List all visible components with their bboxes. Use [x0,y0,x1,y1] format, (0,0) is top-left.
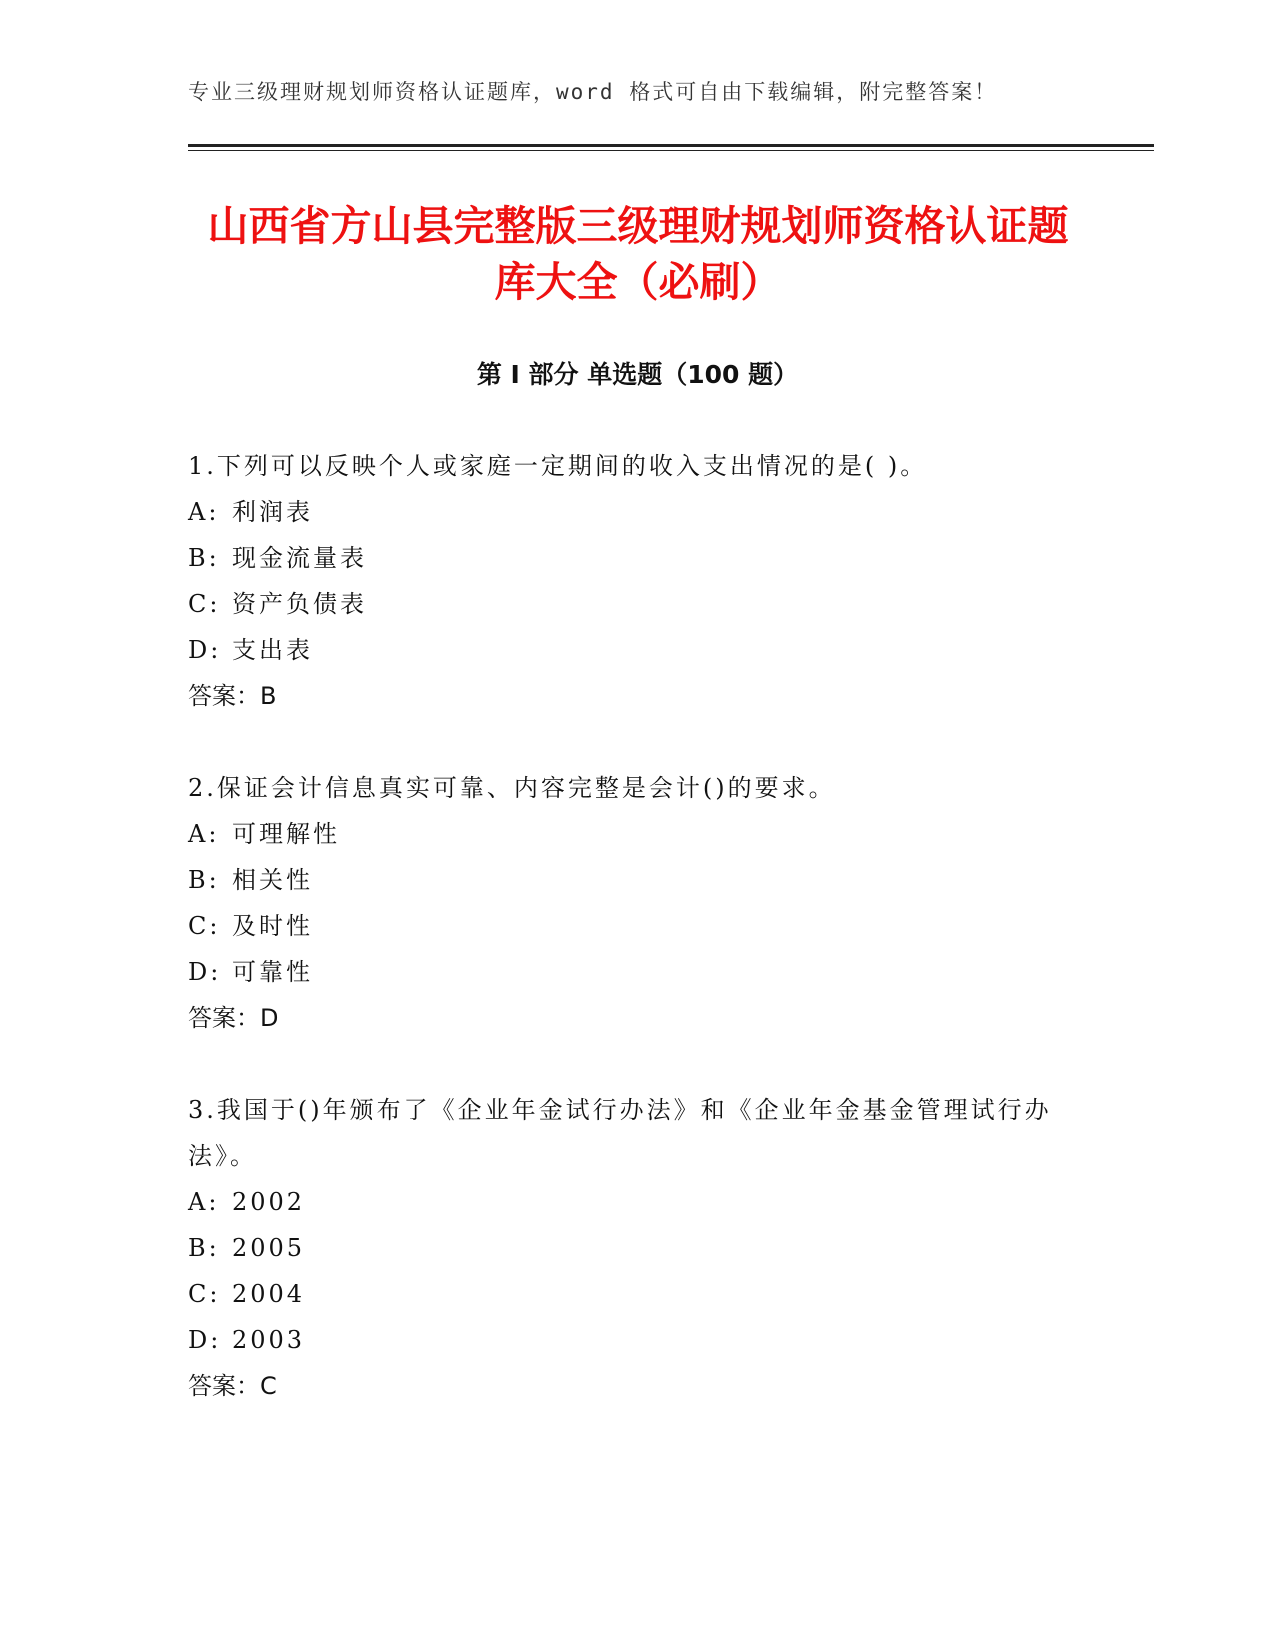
option-b [188,857,1068,903]
option-b [188,1225,1068,1271]
question-stem: 1.下列可以反映个人或家庭一定期间的收入支出情况的是( )。 [188,452,928,480]
option-key: B: [188,544,220,572]
option-text: 及时性 [232,912,313,940]
answer-value: B [260,682,277,710]
option-text: 支出表 [232,636,313,664]
answer-value: C [260,1372,277,1400]
option-key: C: [188,590,221,618]
option-text: 利润表 [232,498,313,526]
section-title: 第 I 部分 单选题（100 题） [476,360,799,389]
option-key: A: [188,820,220,848]
option-c [188,1271,1068,1317]
option-key: C: [188,912,221,940]
option-text: 可靠性 [232,958,313,986]
option-key: D: [188,636,222,664]
option-key: A: [188,1188,220,1216]
option-key: A: [188,498,220,526]
answer-line [188,995,1068,1041]
option-text: 2002 [232,1188,306,1216]
option-key: D: [188,1326,222,1354]
header-rule-thin [188,150,1154,151]
option-text: 现金流量表 [232,544,367,572]
option-text: 2004 [232,1280,306,1308]
question-stem: 2.保证会计信息真实可靠、内容完整是会计()的要求。 [188,774,836,802]
answer-line [188,673,1068,719]
answer-label: 答案： [188,682,260,710]
option-key: C: [188,1280,221,1308]
answer-value: D [260,1004,279,1032]
option-a [188,811,1068,857]
option-text: 2005 [232,1234,306,1262]
option-a [188,489,1068,535]
option-key: D: [188,958,222,986]
answer-label: 答案： [188,1372,260,1400]
option-key: B: [188,866,220,894]
answer-label: 答案： [188,1004,260,1032]
option-text: 可理解性 [232,820,340,848]
question-1 [188,443,1068,719]
option-c [188,581,1068,627]
question-stem: 3.我国于()年颁布了《企业年金试行办法》和《企业年金基金管理试行办法》。 [188,1096,1052,1170]
question-3 [188,1087,1068,1409]
option-key: B: [188,1234,220,1262]
option-d [188,627,1068,673]
header-rule-thick [188,144,1154,147]
option-text: 资产负债表 [232,590,367,618]
option-d [188,1317,1068,1363]
option-b [188,535,1068,581]
option-c [188,903,1068,949]
option-a [188,1179,1068,1225]
document-title: 山西省方山县完整版三级理财规划师资格认证题库大全（必刷） [207,202,1069,306]
question-2 [188,765,1068,1041]
option-d [188,949,1068,995]
question-list [188,443,1068,1455]
option-text: 相关性 [232,866,313,894]
option-text: 2003 [232,1326,306,1354]
answer-line [188,1363,1068,1409]
header-note: 专业三级理财规划师资格认证题库，word 格式可自由下载编辑，附完整答案！ [188,80,998,104]
